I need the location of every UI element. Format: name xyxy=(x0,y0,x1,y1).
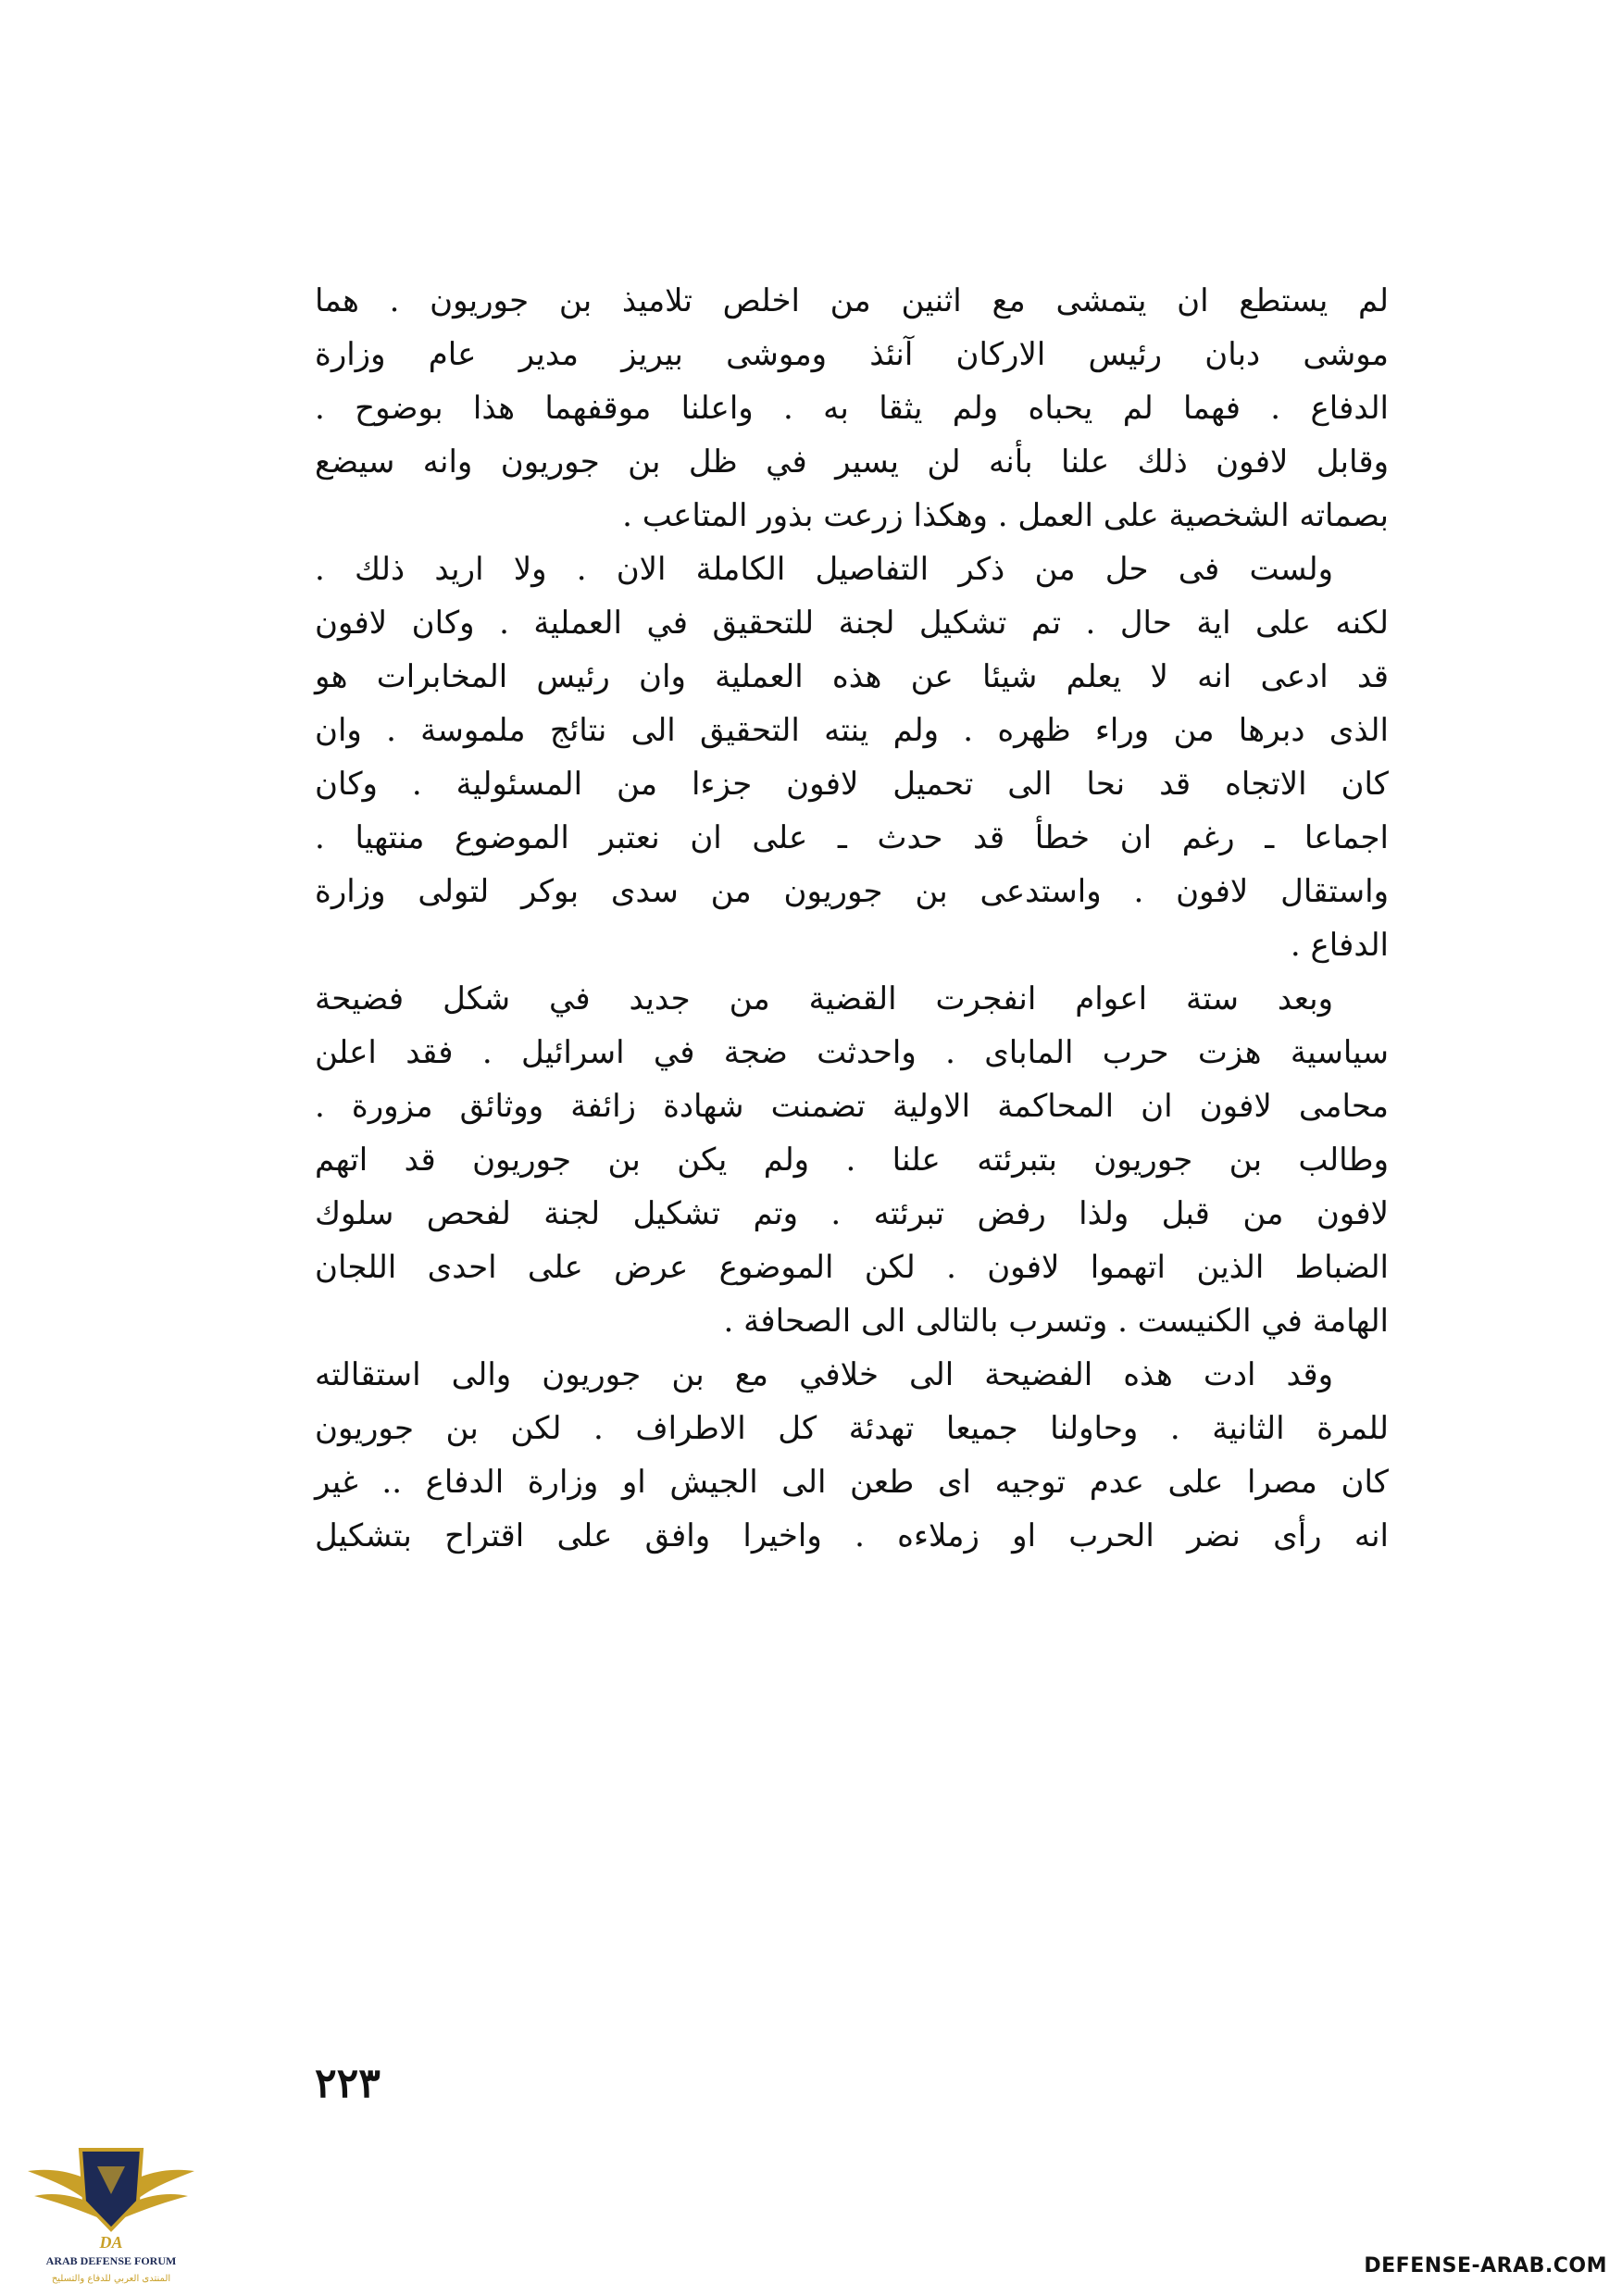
logo-arabic-name: المنتدى العربي للدفاع والتسليح xyxy=(51,2274,171,2284)
site-watermark: DEFENSE-ARAB.COM xyxy=(1364,2254,1607,2277)
text-line: الذى دبرها من وراء ظهره . ولم ينته التحقيق الى نتائج ملموسة . وان xyxy=(315,712,1389,749)
text-line: كان الاتجاه قد نحا الى تحميل لافون جزءا من المسئولية . وكان xyxy=(315,766,1389,803)
text-line: كان مصرا على عدم توجيه اى طعن الى الجيش او وزارة الدفاع .. غير xyxy=(315,1464,1389,1501)
text-line: اجماعا ـ رغم ان خطأ قد حدث ـ على ان نعتبر الموضوع منتهيا . xyxy=(315,819,1389,856)
text-line: للمرة الثانية . وحاولنا جميعا تهدئة كل الاطراف . لكن بن جوريون xyxy=(315,1410,1389,1447)
text-line: موشى دبان رئيس الاركان آنئذ وموشى بيريز مدير عام وزارة xyxy=(315,336,1389,373)
logo-name: ARAB DEFENSE FORUM xyxy=(45,2254,177,2267)
text-line: بصماته الشخصية على العمل . وهكذا زرعت بذور المتاعب . xyxy=(622,497,1389,534)
text-line: لم يستطع ان يتمشى مع اثنين من اخلص تلاميذ بن جوريون . هما xyxy=(315,282,1389,319)
paragraph xyxy=(315,972,1389,1348)
text-line: وقد ادت هذه الفضيحة الى خلافي مع بن جوريون والى استقالته xyxy=(315,1356,1333,1393)
paragraph xyxy=(315,1348,1389,1563)
text-line: قد ادعى انه لا يعلم شيئا عن هذه العملية وان رئيس المخابرات هو xyxy=(315,658,1389,695)
body-text xyxy=(315,274,1389,1563)
page-number: ٢٢٣ xyxy=(315,2060,381,2107)
text-line: ولست فى حل من ذكر التفاصيل الكاملة الان . ولا اريد ذلك . xyxy=(315,551,1333,588)
text-line: وطالب بن جوريون بتبرئته علنا . ولم يكن بن جوريون قد اتهم xyxy=(315,1142,1389,1179)
text-line: لكنه على اية حال . تم تشكيل لجنة للتحقيق في العملية . وكان لافون xyxy=(315,605,1390,642)
text-line: وبعد ستة اعوام انفجرت القضية من جديد في شكل فضيحة xyxy=(315,980,1333,1017)
text-line: واستقال لافون . واستدعى بن جوريون من سدى بوكر لتولى وزارة xyxy=(315,873,1389,910)
text-line: سياسية هزت حرب الماباى . واحدثت ضجة في اسرائيل . فقد اعلن xyxy=(315,1034,1389,1071)
text-line: الدفاع . فهما لم يحباه ولم يثقا به . واعلنا موقفهما هذا بوضوح . xyxy=(315,390,1389,427)
text-line: الضباط الذين اتهموا لافون . لكن الموضوع عرض على احدى اللجان xyxy=(315,1249,1389,1286)
text-line: وقابل لافون ذلك علنا بأنه لن يسير في ظل بن جوريون وانه سيضع xyxy=(315,443,1389,480)
text-line: محامى لافون ان المحاكمة الاولية تضمنت شهادة زائفة ووثائق مزورة . xyxy=(315,1088,1389,1125)
text-line: الهامة في الكنيست . وتسرب بالتالى الى الصحافة . xyxy=(723,1303,1389,1340)
paragraph xyxy=(315,274,1389,543)
text-line: الدفاع . xyxy=(1290,927,1389,964)
paragraph xyxy=(315,543,1389,972)
text-line: لافون من قبل ولذا رفض تبرئته . وتم تشكيل لجنة لفحص سلوك xyxy=(315,1195,1389,1232)
logo-initials: DA xyxy=(99,2233,123,2252)
text-line: انه رأى نضر الحرب او زملاءه . واخيرا وافق على اقتراح بتشكيل xyxy=(315,1517,1389,1554)
forum-logo xyxy=(23,2129,199,2291)
